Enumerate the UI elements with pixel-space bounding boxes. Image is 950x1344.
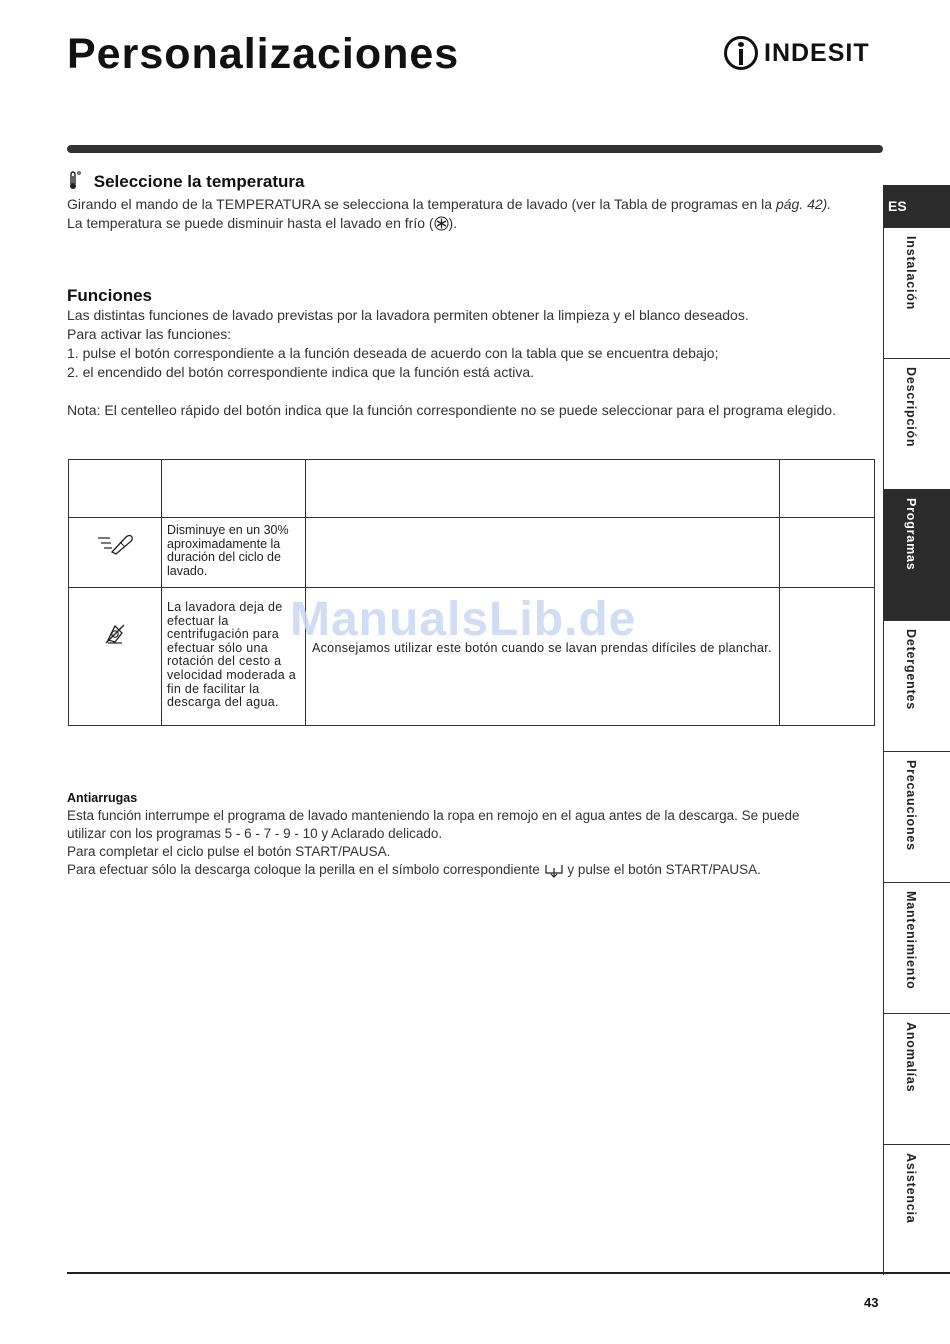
table-note-cell: [306, 518, 780, 588]
page-number: 43: [864, 1295, 879, 1310]
quick-wash-description: Disminuye en un 30% aproximadamente la duración del ciclo de lavado.: [167, 523, 289, 578]
anti-crease-line-3: Para completar el ciclo pulse el botón START/PAUSA.: [67, 844, 391, 859]
sidebar-tab-label: Instalación: [904, 236, 918, 311]
table-icon-cell: [69, 588, 162, 726]
sidebar-tab-mantenimiento[interactable]: [883, 882, 950, 1013]
sidebar-tab-precauciones[interactable]: [883, 751, 950, 882]
sidebar-tab-instalacion[interactable]: [883, 227, 950, 358]
functions-note: Nota: El centelleo rápido del botón indica que la función correspondiente no se puede seleccionar para el programa elegido.: [67, 402, 836, 418]
indesit-logo-icon: [724, 36, 758, 70]
functions-heading: Funciones: [67, 286, 153, 305]
sidebar-tab-label: Precauciones: [904, 760, 918, 851]
sidebar-tab-anomalias[interactable]: [883, 1013, 950, 1144]
quick-wash-icon: [96, 532, 134, 561]
sidebar-tab-label: Asistencia: [904, 1153, 918, 1224]
snowflake-icon: [434, 216, 449, 236]
table-header-cell: [162, 460, 306, 518]
quick-wash-note: [306, 518, 779, 524]
title-divider: [67, 145, 883, 153]
anti-crease-line-2: utilizar con los programas 5 - 6 - 7 - 9 - 10 y Aclarado delicado.: [67, 826, 443, 841]
temperature-cold-text-end: ).: [448, 215, 458, 231]
table-extra-cell: [780, 518, 875, 588]
functions-line-3: 1. pulse el botón correspondiente a la función deseada de acuerdo con la tabla que se encuentra debajo;: [67, 345, 719, 361]
sidebar-tab-label: Detergentes: [904, 629, 918, 711]
functions-line-2: Para activar las funciones:: [67, 326, 232, 342]
anti-crease-heading: Antiarrugas: [67, 791, 138, 805]
table-extra-cell: [780, 588, 875, 726]
sidebar-tab-detergentes[interactable]: [883, 620, 950, 751]
sidebar-tab-asistencia[interactable]: [883, 1144, 950, 1275]
temperature-heading-row: [67, 170, 870, 195]
footer-divider: [67, 1272, 950, 1274]
sidebar-tab-label: Programas: [904, 498, 918, 571]
thermometer-icon: [67, 170, 83, 195]
no-spin-icon: [103, 622, 127, 651]
table-effect-cell: [162, 588, 306, 726]
sidebar-tab-label: Mantenimiento: [904, 891, 918, 990]
functions-line-1: Las distintas funciones de lavado previstas por la lavadora permiten obtener la limpieza y el blanco deseados.: [67, 307, 749, 323]
functions-section: [67, 286, 870, 420]
anti-crease-line-4: [67, 861, 867, 883]
sidebar-tab-label: Anomalías: [904, 1022, 918, 1093]
page-reference: pág. 42).: [775, 196, 832, 212]
sidebar-tab-programas[interactable]: [883, 489, 950, 620]
brand-logo: [724, 32, 870, 74]
temperature-section: [67, 170, 870, 236]
temperature-text: Girando el mando de la TEMPERATURA se selecciona la temperatura de lavado (ver la Tabla de programas en la: [67, 196, 773, 212]
language-tab[interactable]: ES: [883, 185, 950, 227]
table-icon-cell: [69, 518, 162, 588]
anti-crease-section: [67, 791, 867, 883]
functions-line-4: 2. el encendido del botón correspondiente indica que la función está activa.: [67, 364, 534, 380]
page-title: Personalizaciones: [67, 30, 460, 78]
brand-name: INDESIT: [764, 38, 870, 67]
table-effect-cell: [162, 518, 306, 588]
table-header-cell: [780, 460, 875, 518]
anti-crease-line-1: Esta función interrumpe el programa de lavado manteniendo la ropa en remojo en el agua antes de la descarga. Se puede: [67, 808, 800, 823]
temperature-heading: Seleccione la temperatura: [93, 172, 305, 191]
sidebar-tab-descripcion[interactable]: [883, 358, 950, 489]
drain-instruction-text-end: y pulse el botón START/PAUSA.: [567, 862, 761, 877]
section-sidebar: [883, 185, 950, 1275]
table-row: [69, 518, 875, 588]
table-header-row: [69, 460, 875, 518]
sidebar-tab-label: Descripción: [904, 367, 918, 448]
drain-icon: [544, 862, 564, 883]
temperature-paragraph-2: [67, 214, 870, 236]
table-header-cell: [306, 460, 780, 518]
temperature-paragraph-1: [67, 195, 870, 214]
no-spin-description: La lavadora deja de efectuar la centrifugación para efectuar sólo una rotación del cesto a velocidad moderada a fin de facilitar la descarga del agua.: [167, 600, 296, 710]
table-header-cell: [69, 460, 162, 518]
watermark: ManualsLib.de: [290, 593, 637, 646]
drain-instruction-text: Para efectuar sólo la descarga coloque la perilla en el símbolo correspondiente: [67, 862, 540, 877]
temperature-cold-text: La temperatura se puede disminuir hasta el lavado en frío (: [67, 215, 434, 231]
no-spin-note: Aconsejamos utilizar este botón cuando se lavan prendas difíciles de planchar.: [312, 641, 772, 655]
